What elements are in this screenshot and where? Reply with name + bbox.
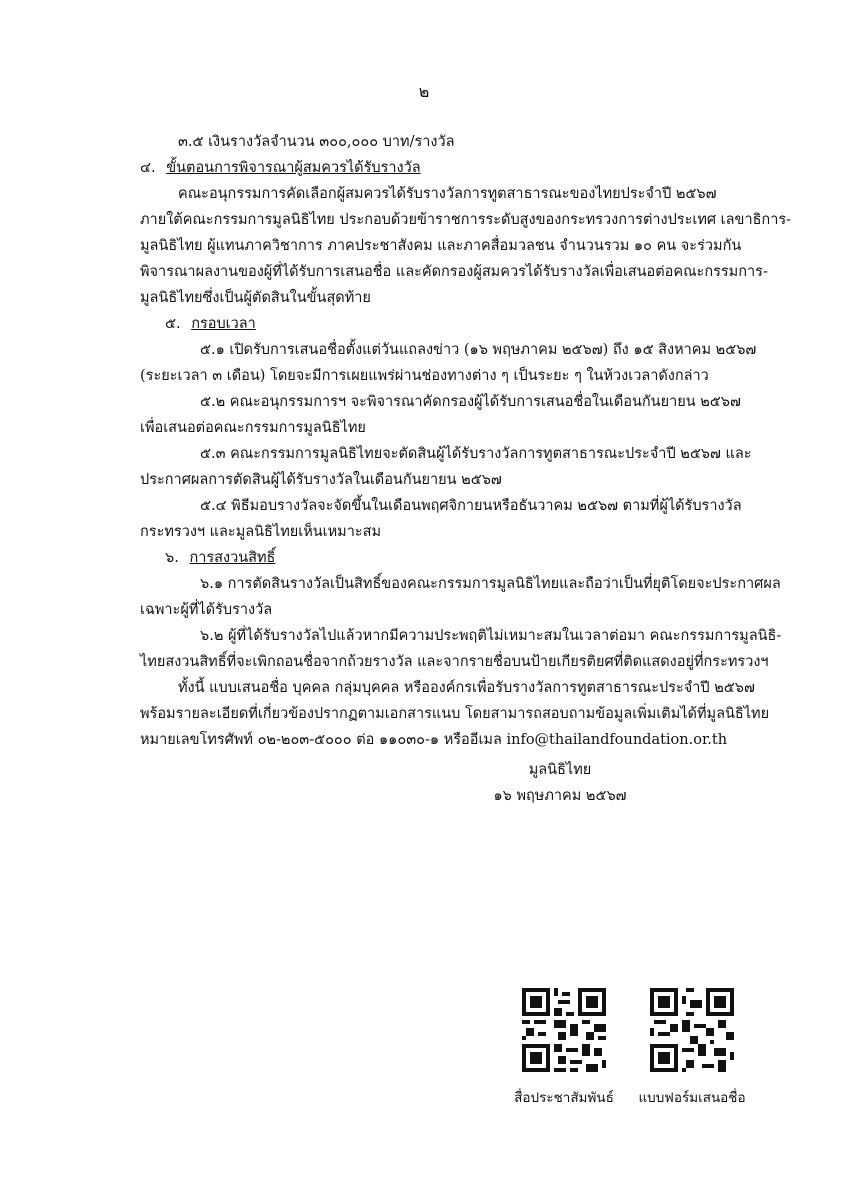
section5-number: ๕. xyxy=(165,316,181,332)
section4-line: ภายใต้คณะกรรมการมูลนิธิไทย ประกอบด้วยข้าราชการระดับสูงของกระทรวงการต่างประเทศ เลขาธิการ- xyxy=(140,212,792,228)
section4-title: ขั้นตอนการพิจารณาผู้สมควรได้รับรางวัล xyxy=(166,160,421,176)
section6-heading xyxy=(165,546,275,569)
section5-title: กรอบเวลา xyxy=(191,316,256,332)
section6-number: ๖. xyxy=(165,550,179,566)
section4-line: พิจารณาผลงานของผู้ที่ได้รับการเสนอชื่อ และคัดกรองผู้สมควรได้รับรางวัลเพื่อเสนอต่อคณะกรรมการ- xyxy=(140,264,768,280)
signature-org: มูลนิธิไทย xyxy=(528,762,592,778)
section4-line: คณะอนุกรรมการคัดเลือกผู้สมควรได้รับรางวัลการทูตสาธารณะของไทยประจำปี ๒๕๖๗ xyxy=(178,186,717,202)
section5-item: ๕.๔ พิธีมอบรางวัลจะจัดขึ้นในเดือนพฤศจิกายนหรือธันวาคม ๒๕๖๗ ตามที่ผู้ได้รับรางวัล xyxy=(200,498,742,514)
section5-item: (ระยะเวลา ๓ เดือน) โดยจะมีการเผยแพร่ผ่านช่องทางต่าง ๆ เป็นระยะ ๆ ในห้วงเวลาดังกล่าว xyxy=(140,368,709,384)
section5-item: ๕.๓ คณะกรรมการมูลนิธิไทยจะตัดสินผู้ได้รับรางวัลการทูตสาธารณะประจำปี ๒๕๖๗ และ xyxy=(200,446,752,462)
section4-line: มูลนิธิไทยซึ่งเป็นผู้ตัดสินในขั้นสุดท้าย xyxy=(140,290,371,306)
section5-item: กระทรวงฯ และมูลนิธิไทยเห็นเหมาะสม xyxy=(140,524,382,540)
closing-line: พร้อมรายละเอียดที่เกี่ยวข้องปรากฏตามเอกสารแนบ โดยสามารถสอบถามข้อมูลเพิ่มเติมได้ที่มูลนิธิไทย xyxy=(140,706,770,722)
section4-line: มูลนิธิไทย ผู้แทนภาควิชาการ ภาคประชาสังคม และภาคสื่อมวลชน จำนวนรวม ๑๐ คน จะร่วมกัน xyxy=(140,238,742,254)
signature-date: ๑๖ พฤษภาคม ๒๕๖๗ xyxy=(493,788,627,804)
section5-item: ประกาศผลการตัดสินผู้ได้รับรางวัลในเดือนกันยายน ๒๕๖๗ xyxy=(140,472,502,488)
prize-amount-line: ๓.๕ เงินรางวัลจำนวน ๓๐๐,๐๐๐ บาท/รางวัล xyxy=(178,134,455,150)
section4-number: ๔. xyxy=(140,160,156,176)
section6-item: เฉพาะผู้ที่ได้รับรางวัล xyxy=(140,602,273,618)
qr-code-pr[interactable] xyxy=(522,988,606,1072)
section6-title: การสงวนสิทธิ์ xyxy=(189,550,276,566)
section6-item: ไทยสงวนสิทธิ์ที่จะเพิกถอนชื่อจากถ้วยรางวัล และจากรายชื่อบนป้ายเกียรติยศที่ติดแสดงอยู่ที่กระทรวงฯ xyxy=(140,654,769,670)
qr-caption-form: แบบฟอร์มเสนอชื่อ xyxy=(638,1090,746,1106)
section5-item: ๕.๑ เปิดรับการเสนอชื่อตั้งแต่วันแถลงข่าว (๑๖ พฤษภาคม ๒๕๖๗) ถึง ๑๕ สิงหาคม ๒๕๖๗ xyxy=(200,342,757,358)
section5-item: ๕.๒ คณะอนุกรรมการฯ จะพิจารณาคัดกรองผู้ได้รับการเสนอชื่อในเดือนกันยายน ๒๕๖๗ xyxy=(200,394,741,410)
page-number: ๒ xyxy=(418,82,430,101)
closing-line: ทั้งนี้ แบบเสนอชื่อ บุคคล กลุ่มบุคคล หรือองค์กรเพื่อรับรางวัลการทูตสาธารณะประจำปี ๒๕๖๗ xyxy=(178,680,755,696)
section5-heading xyxy=(165,312,256,335)
closing-line: หมายเลขโทรศัพท์ ๐๒-๒๐๓-๕๐๐๐ ต่อ ๑๑๐๓๐-๑ หรืออีเมล info@thailandfoundation.or.th xyxy=(140,732,728,748)
section4-heading xyxy=(140,156,421,179)
section5-item: เพื่อเสนอต่อคณะกรรมการมูลนิธิไทย xyxy=(140,420,366,436)
section6-item: ๖.๑ การตัดสินรางวัลเป็นสิทธิ์ของคณะกรรมการมูลนิธิไทยและถือว่าเป็นที่ยุติโดยจะประกาศผล xyxy=(200,576,781,592)
section6-item: ๖.๒ ผู้ที่ได้รับรางวัลไปแล้วหากมีความประพฤติไม่เหมาะสมในเวลาต่อมา คณะกรรมการมูลนิธิ- xyxy=(200,628,782,644)
qr-caption-pr: สื่อประชาสัมพันธ์ xyxy=(514,1090,614,1106)
qr-code-form[interactable] xyxy=(650,988,734,1072)
